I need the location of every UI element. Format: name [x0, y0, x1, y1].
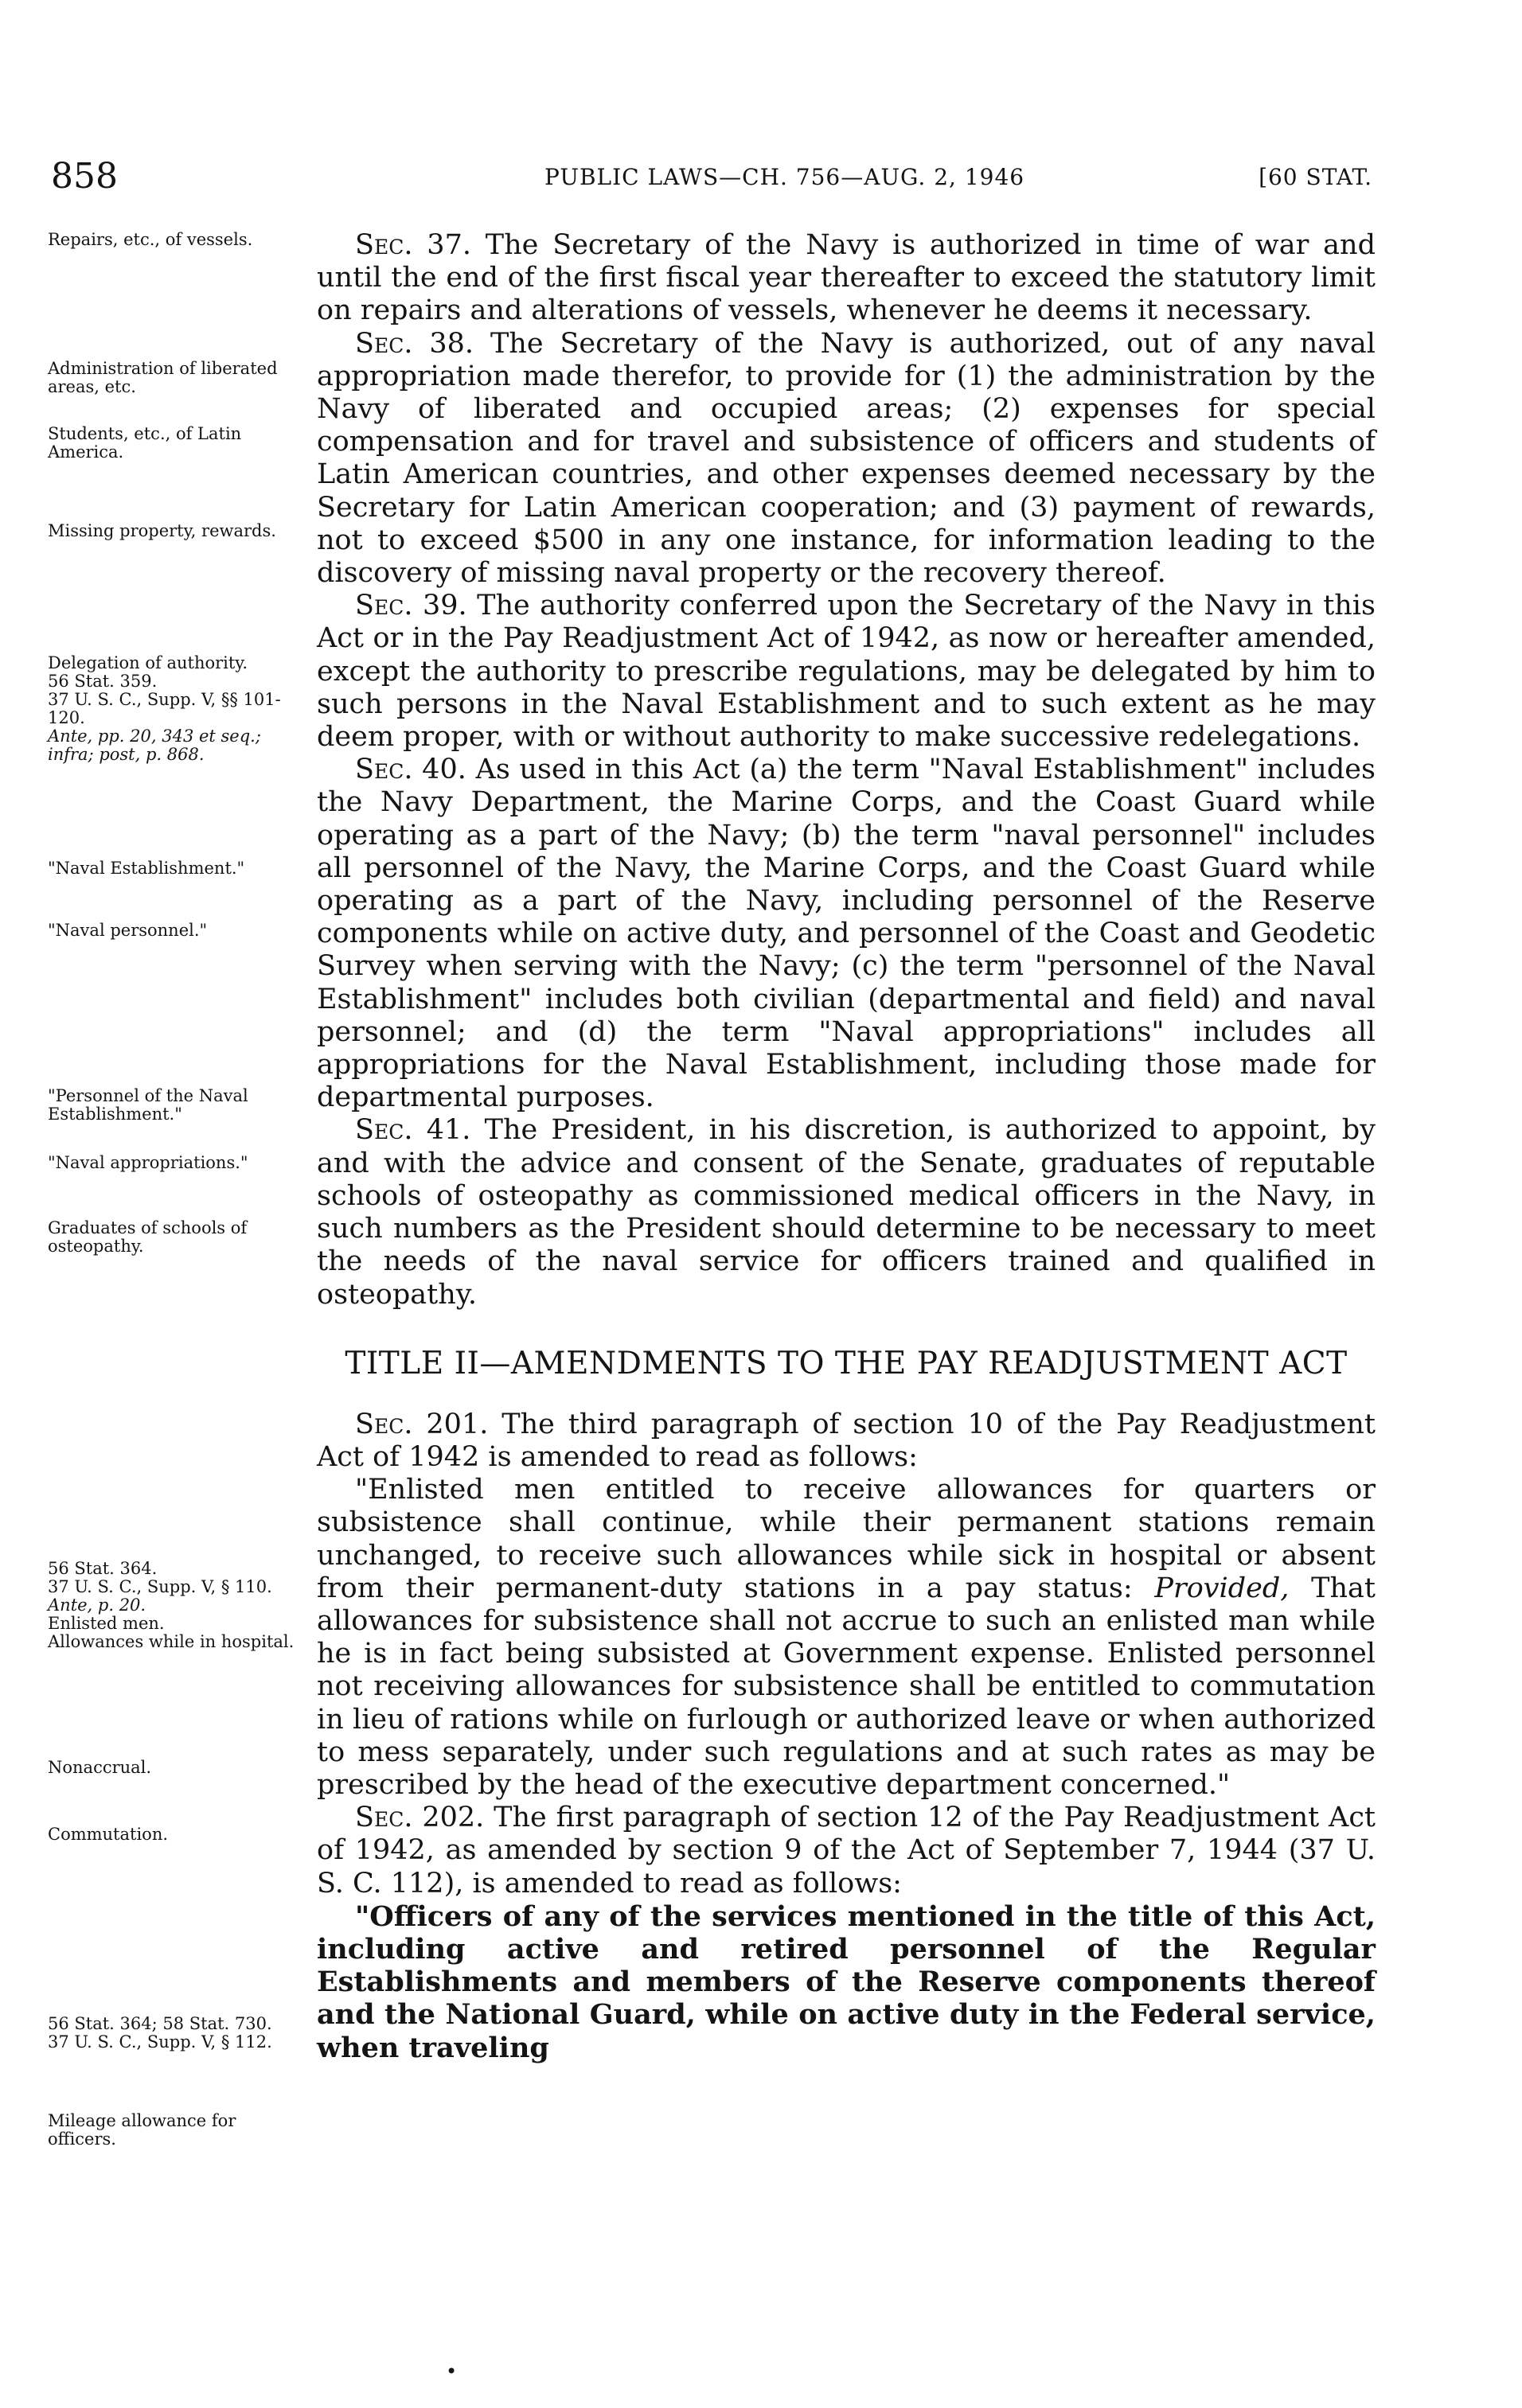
margin-note-line: Graduates of schools of osteopathy.: [48, 1218, 248, 1256]
section-text: "Officers of any of the services mentioned in the title of this Act, including active and retired personnel of the Regular Establishments and members of the Reserve components thereof and the National Guard, while on active duty in the Federal service, when traveling: [317, 1900, 1376, 2064]
margin-note-repairs: [48, 231, 295, 249]
main-text: [317, 229, 1376, 2064]
margin-note-sec202-references: [48, 2015, 295, 2051]
section-39: [317, 590, 1376, 754]
section-38: [317, 328, 1376, 590]
section-202: [317, 1802, 1376, 1900]
margin-note-line: "Personnel of the Naval Establishment.": [48, 1086, 248, 1124]
section-number: Sec. 41.: [355, 1114, 471, 1147]
margin-note-line: Repairs, etc., of vessels.: [48, 230, 253, 249]
margin-note-line: Nonaccrual.: [48, 1758, 152, 1777]
section-text: As used in this Act (a) the term "Naval Establishment" includes the Navy Department, the Marine Corps, and the Coast Guard while operating as a part of the Navy; (b) the term "naval personnel" includes all personnel of the Navy, the Marine Corps, and the Coast Guard while operating as a part of the Navy, including personnel of the Reserve components while on active duty, and personnel of the Coast and Geodetic Survey when serving with the Navy; (c) the term "personnel of the Naval Establishment" includes both civilian (departmental and field) and naval personnel; and (d) the term "Naval appropriations" includes all appropriations for the Naval Establishment, including those made for departmental purposes.: [317, 754, 1376, 1114]
section-number: Sec. 201.: [355, 1408, 489, 1440]
section-40: [317, 754, 1376, 1114]
title-heading: TITLE II—AMENDMENTS TO THE PAY READJUSTMENT ACT: [345, 1345, 1348, 1381]
section-text: The Secretary of the Navy is authorized in time of war and until the end of the first fiscal year thereafter to exceed the statutory limit on repairs and alterations of vessels, whenever he deems it necessary.: [317, 229, 1376, 327]
page-number: 858: [51, 156, 118, 197]
section-number: Sec. 202.: [355, 1802, 485, 1834]
margin-note-line: 56 Stat. 364.: [48, 1559, 158, 1578]
print-mark: •: [446, 2360, 458, 2383]
margin-note-line: "Naval personnel.": [48, 921, 208, 940]
margin-note-students: [48, 425, 295, 462]
margin-note-sec201-references: [48, 1560, 295, 1651]
margin-note-mileage-allowance: [48, 2112, 295, 2149]
volume-reference: [60 STAT.: [1259, 164, 1372, 190]
section-text: "Enlisted men entitled to receive allowances for quarters or subsistence shall continue, while their permanent stations remain unchanged, to receive such allowances while sick in hospital or absent from their permanent-duty stations in a pay status: Provided, That allowances for subsistence shall not accrue to such an enlisted man while he is in fact being subsisted at Government expense. Enlisted personnel not receiving allowances for subsistence shall be entitled to commutation in lieu of rations while on furlough or authorized leave or when authorized to mess separately, under such regulations and at such rates as may be prescribed by the head of the executive department concerned.": [317, 1474, 1376, 1801]
section-37: [317, 229, 1376, 328]
margin-note-line: Ante, pp. 20, 343 et seq.; infra; post, p. 868.: [48, 727, 261, 764]
section-text: The President, in his discretion, is authorized to appoint, by and with the advice and consent of the Senate, graduates of reputable schools of osteopathy as commissioned medical officers in the Navy, in such numbers as the President should determine to be necessary to meet the needs of the naval service for officers trained and qualified in osteopathy.: [317, 1114, 1376, 1311]
section-number: Sec. 39.: [355, 590, 467, 622]
margin-note-naval-appropriations: [48, 1154, 295, 1172]
section-number: Sec. 38.: [355, 327, 474, 360]
margin-note-commutation: [48, 1825, 295, 1844]
margin-note-line: 56 Stat. 364; 58 Stat. 730.: [48, 2014, 272, 2033]
margin-note-line: Enlisted men.: [48, 1614, 165, 1633]
margin-note-naval-establishment: [48, 859, 295, 878]
margin-note-delegation: [48, 654, 295, 764]
section-number: Sec. 37.: [355, 229, 471, 261]
margin-note-line: Mileage allowance for officers.: [48, 2111, 236, 2149]
margin-note-line: Missing property, rewards.: [48, 521, 276, 540]
section-text: The first paragraph of section 12 of the Pay Readjustment Act of 1942, as amended by section 9 of the Act of September 7, 1944 (37 U. S. C. 112), is amended to read as follows:: [317, 1802, 1376, 1900]
margin-note-line: Ante, p. 20.: [48, 1596, 146, 1615]
margin-note-line: Students, etc., of Latin America.: [48, 424, 242, 462]
margin-note-graduates: [48, 1219, 295, 1256]
margin-note-line: Allowances while in hospital.: [48, 1632, 295, 1651]
margin-note-line: 56 Stat. 359.: [48, 672, 158, 691]
margin-note-line: "Naval Establishment.": [48, 859, 245, 878]
section-201: [317, 1409, 1376, 1474]
margin-note-line: 37 U. S. C., Supp. V, § 110.: [48, 1577, 272, 1596]
margin-note-naval-personnel: [48, 922, 295, 940]
running-title: PUBLIC LAWS—CH. 756—AUG. 2, 1946: [544, 164, 1025, 190]
page-header: [51, 156, 1372, 204]
quoted-amendment-202: [317, 1900, 1376, 2064]
margin-note-line: Delegation of authority.: [48, 653, 248, 672]
margin-note-administration: [48, 360, 295, 396]
margin-note-personnel-naval-establishment: [48, 1087, 295, 1124]
quoted-amendment-201: [317, 1474, 1376, 1802]
margin-note-line: "Naval appropriations.": [48, 1153, 248, 1172]
section-text: The authority conferred upon the Secretary of the Navy in this Act or in the Pay Readjustment Act of 1942, as now or hereafter amended, except the authority to prescribe regulations, may be delegated by him to such persons in the Naval Establishment and to such extent as he may deem proper, with or without authority to make successive redelegations.: [317, 590, 1376, 754]
section-text: The third paragraph of section 10 of the Pay Readjustment Act of 1942 is amended to read as follows:: [317, 1408, 1376, 1473]
margin-note-missing-property: [48, 522, 295, 540]
margin-note-line: Administration of liberated areas, etc.: [48, 359, 278, 396]
margin-note-line: 37 U. S. C., Supp. V, §§ 101-120.: [48, 690, 281, 727]
margin-note-line: 37 U. S. C., Supp. V, § 112.: [48, 2032, 272, 2051]
section-number: Sec. 40.: [355, 754, 466, 786]
section-text: The Secretary of the Navy is authorized, out of any naval appropriation made therefor, to provide for (1) the administration by the Navy of liberated and occupied areas; (2) expenses for special compensation and for travel and subsistence of officers and students of Latin American countries, and other expenses deemed necessary by the Secretary for Latin American cooperation; and (3) payment of rewards, not to exceed $500 in any one instance, for information leading to the discovery of missing naval property or the recovery thereof.: [317, 327, 1376, 590]
margin-note-nonaccrual: [48, 1759, 295, 1777]
margin-note-line: Commutation.: [48, 1825, 169, 1844]
section-41: [317, 1114, 1376, 1311]
